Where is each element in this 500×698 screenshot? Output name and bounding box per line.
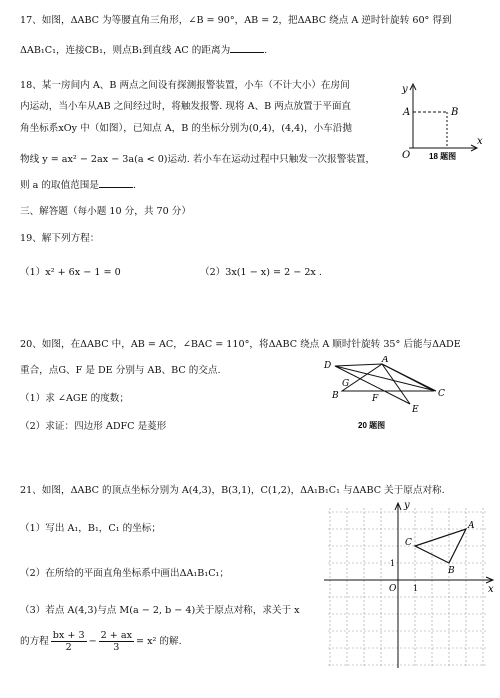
q21-fraction-1-den: 2 <box>65 642 72 653</box>
q18-label-o: O <box>402 150 411 161</box>
q18-line5 <box>20 178 136 192</box>
q18-label-y: y <box>402 84 408 95</box>
q21-label-c: C <box>405 538 412 548</box>
q20-line1: 20、如图，在ΔABC 中，AB = AC，∠BAC = 110°，将ΔABC 绕点 A 顺时针旋转 35° 后能与ΔADE <box>20 339 461 350</box>
q18-period: . <box>132 180 137 191</box>
q17-answer-blank <box>230 43 264 53</box>
q17-period: . <box>264 45 268 56</box>
q21-label-1y: 1 <box>390 559 396 568</box>
q20-label-d: D <box>324 361 332 371</box>
q21-label-b: B <box>448 566 455 576</box>
q18-line1: 18、某一房间内 A、B 两点之间设有探测报警装置，小车（不计大小）在房间 <box>20 80 350 91</box>
q21-figure <box>320 498 496 670</box>
q18-label-b: B <box>451 107 459 118</box>
q20-caption: 20 题图 <box>358 421 386 430</box>
q21-fraction-1 <box>51 630 87 653</box>
q21-line1: 21、如图，ΔABC 的顶点坐标分别为 A(4,3)，B(3,1)，C(1,2)，ΔA₁B₁C₁ 与ΔABC 关于原点对称. <box>20 485 445 496</box>
q17-text: ΔAB₁C₁，连接CB₁，则点B₁到直线 AC 的距离为 <box>20 45 231 56</box>
q21-equation <box>20 630 182 653</box>
q21-label-1x: 1 <box>413 584 419 593</box>
q18-label-x: x <box>477 136 483 147</box>
q20-part1: （1）求 ∠AGE 的度数； <box>20 393 129 404</box>
q21-label-o: O <box>389 584 397 594</box>
q17-line2 <box>20 43 267 57</box>
q21-fraction-2-num: 2 + ax <box>100 630 132 641</box>
q18-line3: 角坐标系xOy 中（如图），已知点 A，B 的坐标分别为(0,4)，(4,4)，小车沿抛 <box>20 123 352 134</box>
q21-eq-minus: − <box>88 636 97 647</box>
q18-caption: 18 题图 <box>429 152 457 161</box>
q18-answer-blank <box>99 178 133 188</box>
q21-part1: （1）写出 A₁，B₁，C₁ 的坐标； <box>20 523 161 534</box>
q19-title: 19、解下列方程： <box>20 233 100 244</box>
q18-label-a: A <box>403 107 411 118</box>
q21-eq-suffix: = x² 的解. <box>136 636 182 647</box>
q20-figure <box>322 356 492 438</box>
q19-part2: （2）3x(1 − x) = 2 − 2x . <box>200 267 322 278</box>
q20-line2: 重合，点G、F 是 DE 分别与 AB、BC 的交点. <box>20 365 221 376</box>
q21-part3-line1: （3）若点 A(4,3)与点 M(a − 2, b − 4)关于原点对称，求关于 x <box>20 605 300 616</box>
q21-label-x: x <box>488 584 494 595</box>
q18-figure <box>395 80 485 162</box>
q21-fraction-1-num: bx + 3 <box>52 630 85 641</box>
q21-part2: （2）在所给的平面直角坐标系中画出ΔA₁B₁C₁； <box>20 568 229 579</box>
q20-label-b: B <box>332 391 339 401</box>
q18-line2: 内运动，当小车从AB 之间经过时，将触发报警. 现将 A、B 两点放置于平面直 <box>20 101 352 112</box>
q18-line4: 物线 y = ax² − 2ax − 3a(a < 0)运动. 若小车在运动过程中只触发一次报警装置， <box>20 154 376 165</box>
q21-fraction-2 <box>99 630 134 653</box>
q20-part2: （2）求证：四边形 ADFC 是菱形 <box>20 421 167 432</box>
q21-label-a: A <box>468 521 475 531</box>
q21-grid <box>328 508 486 668</box>
q18-text: 则 a 的取值范围是 <box>20 180 99 191</box>
section3-title: 三、解答题（每小题 10 分，共 70 分） <box>20 206 191 217</box>
q21-fraction-2-den: 3 <box>113 642 120 653</box>
q21-label-y: y <box>404 500 410 511</box>
q21-eq-prefix: 的方程 <box>20 636 49 647</box>
q19-part1: （1）x² + 6x − 1 = 0 <box>20 267 121 278</box>
q20-label-e: E <box>412 405 419 415</box>
q20-label-c: C <box>438 389 445 399</box>
q20-label-g: G <box>342 379 350 389</box>
q17-line1: 17、如图，ΔABC 为等腰直角三角形，∠B = 90°，AB = 2，把ΔABC 绕点 A 逆时针旋转 60° 得到 <box>20 15 452 26</box>
q20-label-a: A <box>382 356 389 365</box>
q20-label-f: F <box>372 394 379 404</box>
q20-triangle-ade-top <box>335 364 436 391</box>
